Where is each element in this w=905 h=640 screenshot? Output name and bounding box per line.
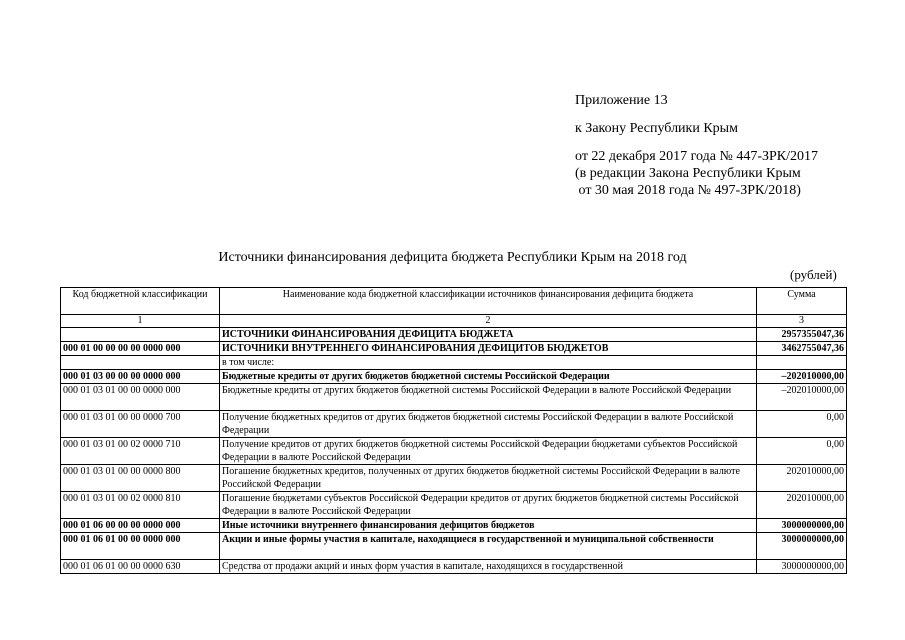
column-header-amount: Сумма <box>757 288 847 315</box>
column-number-1: 1 <box>61 315 220 328</box>
row-name: Акции и иные формы участия в капитале, находящиеся в государственной и муниципальной собственности <box>220 533 757 560</box>
table-header-row <box>61 288 847 315</box>
row-amount: 202010000,00 <box>757 492 847 519</box>
row-amount: 3000000000,00 <box>757 519 847 533</box>
table-row <box>61 519 847 533</box>
row-name: Бюджетные кредиты от других бюджетов бюджетной системы Российской Федерации в валюте Российской Федерации <box>220 384 757 411</box>
row-code <box>61 356 220 370</box>
table-row <box>61 356 847 370</box>
row-code: 000 01 06 01 00 00 0000 630 <box>61 560 220 574</box>
table-body <box>61 328 847 574</box>
appendix-number: Приложение 13 <box>575 93 668 108</box>
row-name: в том числе: <box>220 356 757 370</box>
row-amount <box>757 356 847 370</box>
row-amount: 2957355047,36 <box>757 328 847 342</box>
row-name: Иные источники внутреннего финансирования дефицитов бюджетов <box>220 519 757 533</box>
row-amount: 3000000000,00 <box>757 533 847 560</box>
row-code: 000 01 03 01 00 00 0000 000 <box>61 384 220 411</box>
column-number-2: 2 <box>220 315 757 328</box>
table-row <box>61 342 847 356</box>
column-number-row <box>61 315 847 328</box>
row-code: 000 01 03 01 00 00 0000 700 <box>61 411 220 438</box>
table-row <box>61 465 847 492</box>
column-number-3: 3 <box>757 315 847 328</box>
revision-date: от 30 мая 2018 года № 497-ЗРК/2018) <box>575 183 801 198</box>
row-name: Получение кредитов от других бюджетов бюджетной системы Российской Федерации бюджетами субъектов Российской Федерации в валюте Российской Федерации <box>220 438 757 465</box>
financing-sources-table <box>60 287 847 574</box>
table-row <box>61 328 847 342</box>
row-code: 000 01 06 01 00 00 0000 000 <box>61 533 220 560</box>
row-name: Бюджетные кредиты от других бюджетов бюджетной системы Российской Федерации <box>220 370 757 384</box>
document-title: Источники финансирования дефицита бюджета Республики Крым на 2018 год <box>218 250 687 265</box>
row-name: Погашение бюджетами субъектов Российской Федерации кредитов от других бюджетов бюджетной системы Российской Федерации в валюте Российской Федерации <box>220 492 757 519</box>
row-amount: 202010000,00 <box>757 465 847 492</box>
appendix-header <box>575 92 818 199</box>
row-code: 000 01 03 01 00 02 0000 810 <box>61 492 220 519</box>
row-amount: 0,00 <box>757 411 847 438</box>
row-code <box>61 328 220 342</box>
table-row <box>61 370 847 384</box>
row-code: 000 01 06 00 00 00 0000 000 <box>61 519 220 533</box>
table-row <box>61 411 847 438</box>
row-name: Средства от продажи акций и иных форм участия в капитале, находящихся в государственной <box>220 560 757 574</box>
table-row <box>61 533 847 560</box>
law-date: от 22 декабря 2017 года № 447-ЗРК/2017 <box>575 149 819 164</box>
law-reference: к Закону Республики Крым <box>575 121 738 136</box>
table-row <box>61 560 847 574</box>
row-amount: –202010000,00 <box>757 370 847 384</box>
table-row <box>61 492 847 519</box>
table-row <box>61 384 847 411</box>
row-amount: 3000000000,00 <box>757 560 847 574</box>
table-row <box>61 438 847 465</box>
row-code: 000 01 03 00 00 00 0000 000 <box>61 370 220 384</box>
column-header-code: Код бюджетной классификации <box>61 288 220 315</box>
row-amount: 0,00 <box>757 438 847 465</box>
revision-note: (в редакции Закона Республики Крым <box>575 166 801 181</box>
row-amount: –202010000,00 <box>757 384 847 411</box>
row-name: ИСТОЧНИКИ ФИНАНСИРОВАНИЯ ДЕФИЦИТА БЮДЖЕТА <box>220 328 757 342</box>
row-code: 000 01 03 01 00 00 0000 800 <box>61 465 220 492</box>
row-code: 000 01 03 01 00 02 0000 710 <box>61 438 220 465</box>
units-label: (рублей) <box>790 267 837 282</box>
row-name: ИСТОЧНИКИ ВНУТРЕННЕГО ФИНАНСИРОВАНИЯ ДЕФИЦИТОВ БЮДЖЕТОВ <box>220 342 757 356</box>
row-name: Получение бюджетных кредитов от других бюджетов бюджетной системы Российской Федерации в валюте Российской Федерации <box>220 411 757 438</box>
row-amount: 3462755047,36 <box>757 342 847 356</box>
row-name: Погашение бюджетных кредитов, полученных от других бюджетов бюджетной системы Российской Федерации в валюте Российской Федерации <box>220 465 757 492</box>
row-code: 000 01 00 00 00 00 0000 000 <box>61 342 220 356</box>
column-header-name: Наименование кода бюджетной классификации источников финансирования дефицита бюджета <box>220 288 757 315</box>
